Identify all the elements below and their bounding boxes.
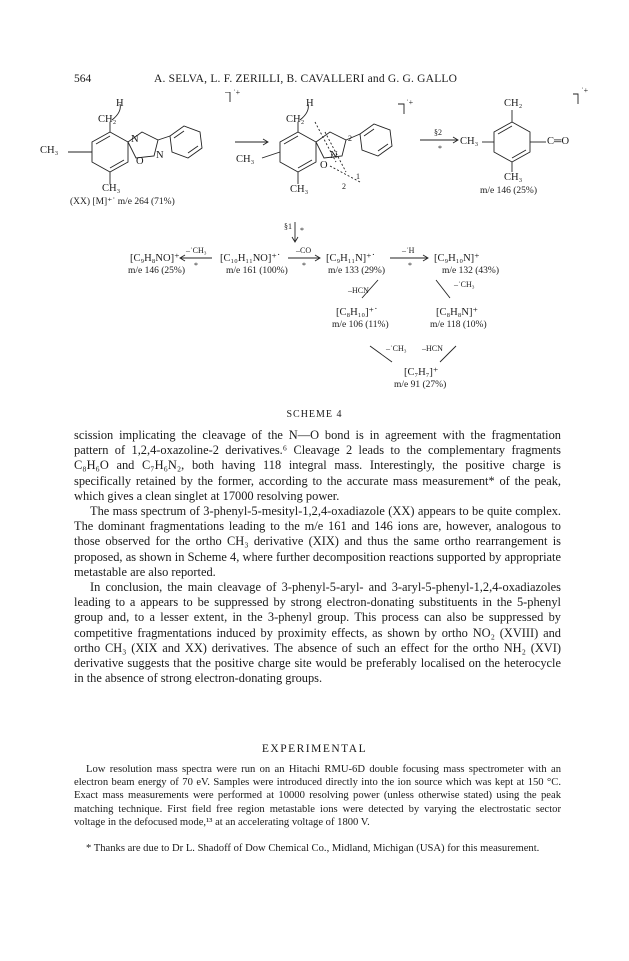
left-charge: ˙+ — [233, 88, 241, 97]
ion-91-formula: [C₇H₇]⁺ — [404, 367, 439, 378]
row1-arrow1-label: –˙CH₃ — [186, 246, 207, 255]
right-ch2: CH₂ — [504, 98, 523, 109]
paragraph: Low resolution mass spectra were run on an Hitachi RMU-6D double focusing mass spectrometer with an electron beam energy of 70 eV. Samples were introduced directly into the ion source which was kept at 150 °C. Exact mass measurements were performed at 10000 resolving power (unless otherwise stated) using the peak matching technique. First field free region metastable ions were detected by varying the electrostatic sector voltage in the defocused mode,¹³ at an accelerating voltage of 1800 V. — [74, 764, 561, 828]
row1-arrow3-label: –˙H — [402, 246, 415, 255]
mid-o: O — [320, 160, 328, 171]
arrow1-star: * — [300, 226, 304, 235]
ion-161-formula: [C₁₀H₁₁NO]⁺˙ — [220, 253, 281, 264]
author-line: A. SELVA, L. F. ZERILLI, B. CAVALLERI and G. G. GALLO — [154, 73, 458, 85]
mid-ch3-left: CH₃ — [236, 154, 255, 165]
arrow2-star: * — [438, 144, 442, 153]
left-label: (XX) [M]⁺˙ m/e 264 (71%) — [70, 197, 175, 207]
row3-loss-hcn: –HCN — [422, 344, 443, 353]
ion-118-formula: [C₈H₈N]⁺ — [436, 307, 479, 318]
right-co: C═O — [547, 136, 570, 147]
paragraph: scission implicating the cleavage of the N—O bond is in agreement with the fragmentation pattern of 1,2,4-oxazoline-2 derivatives.⁶ Cleavage 2 leads to the complementary fragments C₈H₆O and C₇H₆N₂, both having 118 integral mass. Interestingly, the positive charge is specifically retained by the former, according to the accurate mass measurement* of the peak, which gives a clean singlet at 17000 resolving power. — [74, 428, 561, 503]
ion-106-formula: [C₈H₁₀]⁺˙ — [336, 307, 378, 318]
row1-arrow1-star: * — [194, 261, 198, 270]
mid-two: 2 — [348, 134, 352, 143]
ion-133-formula: [C₉H₁₁N]⁺˙ — [326, 253, 376, 264]
left-n: N — [131, 134, 139, 145]
mid-one: 1 — [356, 172, 360, 181]
ion-132-mz: m/e 132 (43%) — [442, 266, 499, 276]
mid-charge: ˙+ — [406, 98, 414, 107]
mid-ch2: CH₂ — [286, 114, 305, 125]
ion-146-mz: m/e 146 (25%) — [128, 266, 185, 276]
reaction-scheme — [30, 86, 610, 422]
left-ch2: CH₂ — [98, 114, 117, 125]
left-ch3-bottom: CH₃ — [102, 183, 121, 194]
section-heading: EXPERIMENTAL — [261, 743, 368, 755]
scheme-caption: SCHEME 4 — [286, 409, 343, 420]
arrow1-label: §1 — [284, 222, 292, 231]
right-charge: ˙+ — [581, 86, 589, 95]
ion-161-mz: m/e 161 (100%) — [226, 266, 288, 276]
ion-133-mz: m/e 133 (29%) — [328, 266, 385, 276]
mid-two-b: 2 — [342, 182, 346, 191]
row3-loss-ch3: –˙CH₃ — [386, 344, 407, 353]
ion-132-formula: [C₉H₁₀N]⁺ — [434, 253, 480, 264]
row1-arrow3-star: * — [408, 261, 412, 270]
left-ch3-left: CH₃ — [40, 145, 59, 156]
ion-91-mz: m/e 91 (27%) — [394, 380, 447, 390]
right-ch3-left: CH₃ — [460, 136, 479, 147]
arrow2-label: §2 — [434, 128, 442, 137]
mid-ch3-bottom: CH₃ — [290, 184, 309, 195]
experimental-text — [74, 763, 561, 829]
row1-arrow2-star: * — [302, 261, 306, 270]
row2-loss-hcn: –HCN — [348, 286, 369, 295]
ion-118-mz: m/e 118 (10%) — [430, 320, 487, 330]
row2-loss-ch3: –˙CH₃ — [454, 280, 475, 289]
left-n2: N — [156, 150, 164, 161]
mid-n: N — [330, 150, 338, 161]
right-ch3-bottom: CH₃ — [504, 172, 523, 183]
paragraph: The mass spectrum of 3-phenyl-5-mesityl-1,2,4-oxadiazole (XX) appears to be quite complex. The dominant fragmentations leading to the m/e 161 and 146 ions are, however, analogous to those observed for the ortho CH₃ derivative (XIX) and thus the same ortho rearrangement is proposed, as shown in Scheme 4, where further decomposition reactions supported by appropriate metastable are also reported. — [74, 504, 561, 579]
right-label: m/e 146 (25%) — [480, 186, 537, 196]
page-number: 564 — [74, 73, 92, 85]
footnote: * Thanks are due to Dr L. Shadoff of Dow Chemical Co., Midland, Michigan (USA) for this measurement. — [86, 843, 540, 854]
scheme-structures — [30, 92, 610, 412]
left-h: H — [116, 98, 124, 109]
left-o: O — [136, 156, 144, 167]
paragraph: In conclusion, the main cleavage of 3-phenyl-5-aryl- and 3-aryl-5-phenyl-1,2,4-oxadiazoles leading to a appears to be suppressed by strong electron-donating substituents in the 5-phenyl group and, to a lesser extent, in the 3-phenyl group. This process can also be suppressed by competitive fragmentations induced by proximity effects, as shown by ortho NO₂ (XVIII) and ortho CH₃ (XIX and XX) derivatives. The absence of such an effect for the ortho NH₂ (XVI) derivative suggests that the positive charge site would be preferably localised on the heterocycle in the absence of strong electron-donating groups. — [74, 580, 561, 686]
ion-146-formula: [C₉H₈NO]⁺ — [130, 253, 180, 264]
ion-106-mz: m/e 106 (11%) — [332, 320, 389, 330]
body-text — [74, 428, 561, 686]
mid-h: H — [306, 98, 314, 109]
row1-arrow2-label: –CO — [296, 246, 312, 255]
